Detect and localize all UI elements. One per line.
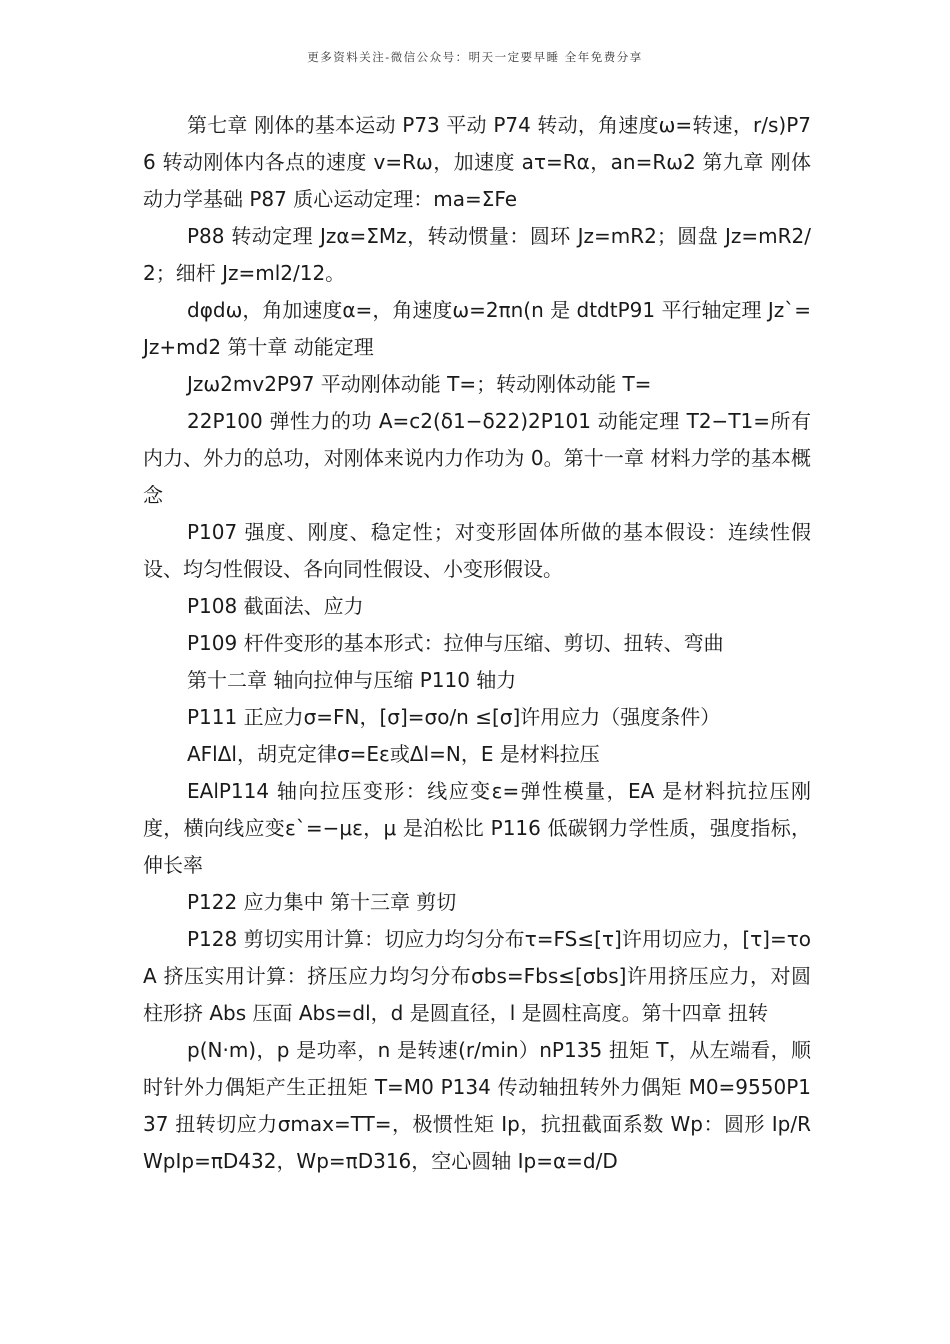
paragraph: Jzω2mv2P97 平动刚体动能 T=；转动刚体动能 T= [187,372,652,396]
paragraph: P88 转动定理 Jzα=ΣMz，转动惯量：圆环 Jz=mR2；圆盘 Jz=mR2/2；细杆 Jz=ml2/12。 [143,224,811,285]
paragraph: dφdω，角加速度α=，角速度ω=2πn(n 是 dtdtP91 平行轴定理 Jz`=Jz+md2 第十章 动能定理 [143,298,811,359]
paragraph: 第十二章 轴向拉伸与压缩 P110 轴力 [187,668,517,692]
paragraph: P109 杆件变形的基本形式：拉伸与压缩、剪切、扭转、弯曲 [187,631,724,655]
paragraph: 第七章 刚体的基本运动 P73 平动 P74 转动，角速度ω=转速，r/s)P76 转动刚体内各点的速度 v=Rω，加速度 aτ=Rα，an=Rω2 第九章 刚体动力学基础 P87 质心运动定理：ma=ΣFe [143,113,811,211]
document-body [143,107,811,1180]
paragraph: P128 剪切实用计算：切应力均匀分布τ=FS≤[τ]许用切应力，[τ]=τo A 挤压实用计算：挤压应力均匀分布σbs=Fbs≤[σbs]许用挤压应力，对圆柱形挤 Abs 压面 Abs=dl，d 是圆直径，l 是圆柱高度。第十四章 扭转 [143,927,811,1025]
paragraph: p(N·m)，p 是功率，n 是转速(r/min）nP135 扭矩 T，从左端看，顺时针外力偶矩产生正扭矩 T=M0 P134 传动轴扭转外力偶矩 M0=9550P137 扭转切应力σmax=TT=，极惯性矩 Ip，抗扭截面系数 Wp：圆形 Ip/RWpIp=πD432，Wp=πD316，空心圆轴 Ip=α=d/D [143,1038,811,1173]
paragraph: P111 正应力σ=FN，[σ]=σo/n ≤[σ]许用应力（强度条件） [187,705,721,729]
page-header: 更多资料关注-微信公众号：明天一定要早睡 全年免费分享 [307,50,643,64]
paragraph: P122 应力集中 第十三章 剪切 [187,890,457,914]
paragraph: P107 强度、刚度、稳定性；对变形固体所做的基本假设：连续性假设、均匀性假设、各向同性假设、小变形假设。 [143,520,811,581]
paragraph: AFlΔl，胡克定律σ=Eε或Δl=N，E 是材料拉压 [187,742,600,766]
paragraph: EAlP114 轴向拉压变形：线应变ε=弹性模量，EA 是材料抗拉压刚度，横向线应变ε`=−με，μ 是泊松比 P116 低碳钢力学性质，强度指标，伸长率 [143,779,811,877]
paragraph: P108 截面法、应力 [187,594,364,618]
paragraph: 22P100 弹性力的功 A=c2(δ1−δ22)2P101 动能定理 T2−T1=所有内力、外力的总功，对刚体来说内力作功为 0。第十一章 材料力学的基本概念 [143,409,811,507]
